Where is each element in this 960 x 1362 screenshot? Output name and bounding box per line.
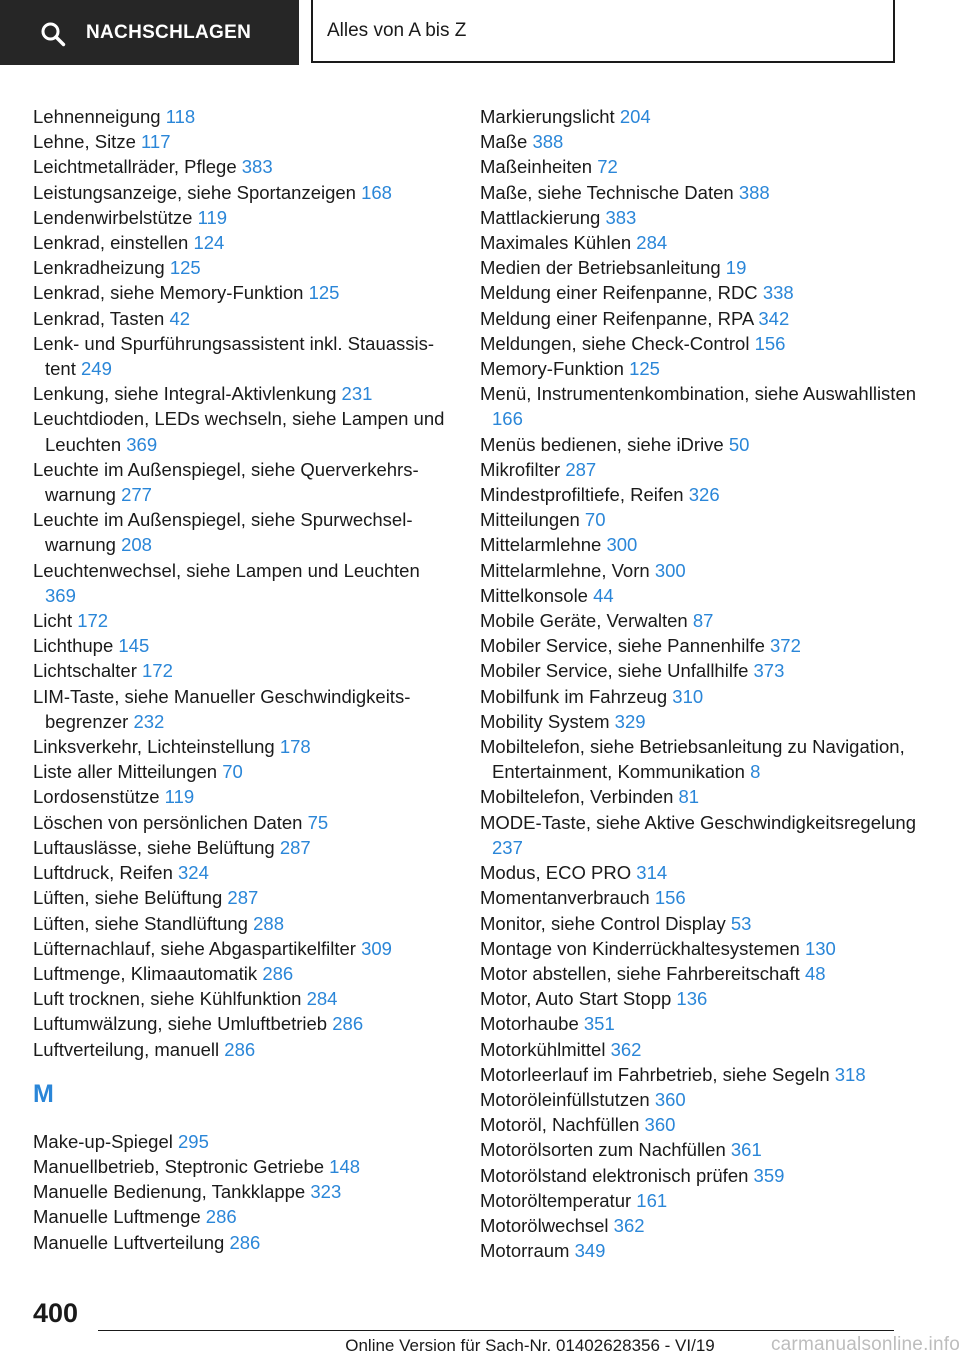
- entry-term: Leuchtdioden, LEDs wechseln, siehe Lampen und Leuchten: [33, 408, 445, 455]
- page-header: [0, 0, 960, 66]
- entry-page-link[interactable]: 359: [753, 1164, 785, 1186]
- index-entry: [480, 734, 920, 784]
- entry-term: Motor abstellen, siehe Fahrbereitschaft: [480, 962, 800, 984]
- index-entry: [480, 684, 920, 709]
- entry-term: Luftumwälzung, siehe Umluftbetrieb: [33, 1013, 328, 1035]
- index-entry: [480, 381, 920, 431]
- index-list-l: [33, 104, 453, 1062]
- index-entry: [33, 255, 453, 280]
- entry-term: Monitor, siehe Control Display: [480, 912, 726, 934]
- entry-page-link[interactable]: 300: [654, 559, 686, 581]
- entry-term: Luftdruck, Reifen: [33, 862, 173, 884]
- title-tab[interactable]: [311, 0, 895, 63]
- entry-page-link[interactable]: 70: [584, 509, 606, 531]
- entry-page-link[interactable]: 388: [738, 181, 770, 203]
- index-entry: [33, 658, 453, 683]
- letter-heading: M: [33, 1079, 54, 1108]
- index-entry: [480, 784, 920, 809]
- entry-page-link[interactable]: 383: [605, 206, 637, 228]
- entry-term: Meldung einer Reifenpanne, RPA: [480, 307, 754, 329]
- entry-term: LIM-Taste, siehe Manueller Geschwindigkeitsbegrenzer: [33, 685, 411, 732]
- entry-page-link[interactable]: 369: [126, 433, 158, 455]
- entry-term: Luftverteilung, manuell: [33, 1038, 220, 1060]
- entry-term: Lenkrad, siehe Memory-Funktion: [33, 282, 304, 304]
- index-entry: [480, 860, 920, 885]
- entry-term: Lüften, siehe Belüftung: [33, 887, 223, 909]
- entry-term: Mittelkonsole: [480, 584, 588, 606]
- index-entry: [480, 1087, 920, 1112]
- index-entry: [33, 104, 453, 129]
- index-entry: [33, 986, 453, 1011]
- entry-page-link[interactable]: 124: [193, 232, 225, 254]
- index-entry: [480, 1163, 920, 1188]
- entry-term: Mobiltelefon, Verbinden: [480, 786, 674, 808]
- index-entry: [480, 507, 920, 532]
- index-column-right: [480, 104, 920, 1263]
- index-entry: [480, 280, 920, 305]
- entry-term: Lenkung, siehe Integral-Aktivlenkung: [33, 383, 337, 405]
- section-tab[interactable]: [0, 0, 299, 65]
- entry-term: Lichthupe: [33, 635, 114, 657]
- entry-page-link[interactable]: 286: [229, 1231, 261, 1253]
- index-entry: [480, 154, 920, 179]
- index-entry: [480, 1062, 920, 1087]
- entry-term: Motorölstand elektronisch prüfen: [480, 1164, 749, 1186]
- entry-page-link[interactable]: 161: [636, 1189, 668, 1211]
- entry-term: Medien der Betriebsanleitung: [480, 257, 721, 279]
- index-entry: [33, 1204, 453, 1229]
- entry-page-link[interactable]: 362: [610, 1038, 642, 1060]
- entry-term: Maße, siehe Technische Daten: [480, 181, 734, 203]
- entry-term: Lenkrad, Tasten: [33, 307, 165, 329]
- index-list-m-continued: [480, 104, 920, 1263]
- index-entry: [33, 306, 453, 331]
- index-entry: [480, 558, 920, 583]
- index-entry: [480, 608, 920, 633]
- entry-term: Lordosenstütze: [33, 786, 160, 808]
- entry-term: MODE-Taste, siehe Aktive Geschwindigkeitsregelung: [480, 811, 916, 833]
- entry-page-link[interactable]: 286: [262, 962, 294, 984]
- index-entry: [480, 205, 920, 230]
- index-entry: [480, 1037, 920, 1062]
- entry-page-link[interactable]: 117: [141, 131, 171, 153]
- index-entry: [33, 936, 453, 961]
- entry-term: Mindestprofiltiefe, Reifen: [480, 484, 684, 506]
- entry-term: Menü, Instrumentenkombination, siehe Auswahllisten: [480, 383, 917, 405]
- entry-term: Montage von Kinderrückhaltesystemen: [480, 937, 800, 959]
- index-entry: [33, 205, 453, 230]
- index-entry: [480, 1011, 920, 1036]
- entry-page-link[interactable]: 72: [597, 156, 618, 178]
- search-icon: [40, 21, 66, 47]
- entry-page-link[interactable]: 168: [361, 181, 392, 203]
- entry-page-link[interactable]: 284: [306, 988, 338, 1010]
- index-entry: [480, 885, 920, 910]
- index-entry: [480, 356, 920, 381]
- entry-page-link[interactable]: 342: [758, 307, 790, 329]
- entry-page-link[interactable]: 87: [692, 610, 714, 632]
- entry-term: Motor, Auto Start Stopp: [480, 988, 672, 1010]
- entry-page-link[interactable]: 383: [241, 156, 273, 178]
- index-entry: [480, 180, 920, 205]
- index-entry: [33, 381, 453, 406]
- entry-term: Lichtschalter: [33, 660, 137, 682]
- entry-page-link[interactable]: 323: [310, 1181, 342, 1203]
- index-entry: [33, 835, 453, 860]
- entry-term: Motorölwechsel: [480, 1214, 609, 1236]
- entry-page-link[interactable]: 204: [619, 106, 651, 127]
- index-entry: [33, 1154, 453, 1179]
- footer-divider: [98, 1330, 894, 1331]
- entry-term: Liste aller Mitteilungen: [33, 761, 218, 783]
- footer-text: Online Version für Sach-Nr. 01402628356 - VI/19: [345, 1336, 715, 1355]
- index-entry: [33, 1230, 453, 1255]
- index-entry: [33, 810, 453, 835]
- index-entry: [480, 633, 920, 658]
- entry-page-link[interactable]: 309: [361, 937, 392, 959]
- index-entry: [33, 911, 453, 936]
- entry-page-link[interactable]: 388: [532, 131, 564, 153]
- entry-term: Manuellbetrieb, Steptronic Getriebe: [33, 1155, 325, 1177]
- index-entry: [33, 784, 453, 809]
- entry-page-link[interactable]: 338: [762, 282, 794, 304]
- entry-page-link[interactable]: 125: [169, 257, 201, 279]
- entry-page-link[interactable]: 44: [593, 584, 614, 606]
- entry-page-link[interactable]: 172: [77, 610, 109, 632]
- index-entry: [480, 1188, 920, 1213]
- index-entry: [480, 709, 920, 734]
- index-entry: [480, 306, 920, 331]
- entry-term: Mattlackierung: [480, 206, 601, 228]
- index-list-m: [33, 1129, 453, 1255]
- index-entry: [480, 482, 920, 507]
- entry-term: Leuchte im Außenspiegel, siehe Spurwechselwarnung: [33, 509, 413, 556]
- index-entry: [33, 1129, 453, 1154]
- entry-term: Motorkühlmittel: [480, 1038, 606, 1060]
- entry-page-link[interactable]: 287: [227, 887, 259, 909]
- entry-term: Maßeinheiten: [480, 156, 593, 178]
- entry-term: Leuchtenwechsel, siehe Lampen und Leuchten: [33, 559, 420, 581]
- entry-page-link[interactable]: 361: [730, 1139, 762, 1161]
- entry-term: Lehnenneigung: [33, 106, 161, 127]
- index-entry: [480, 255, 920, 280]
- entry-term: Mobility System: [480, 710, 610, 732]
- entry-term: Lüfternachlauf, siehe Abgaspartikelfilter: [33, 937, 356, 959]
- index-entry: [33, 457, 453, 507]
- index-entry: [33, 1011, 453, 1036]
- entry-page-link[interactable]: 295: [178, 1130, 209, 1152]
- entry-page-link[interactable]: 156: [754, 332, 786, 354]
- entry-page-link[interactable]: 48: [804, 962, 826, 984]
- entry-term: Meldung einer Reifenpanne, RDC: [480, 282, 758, 304]
- index-entry: [480, 129, 920, 154]
- index-entry: [480, 583, 920, 608]
- entry-term: Luft trocknen, siehe Kühlfunktion: [33, 988, 302, 1010]
- entry-term: Menüs bedienen, siehe iDrive: [480, 433, 724, 455]
- index-entry: [480, 961, 920, 986]
- index-entry: [33, 507, 453, 557]
- entry-page-link[interactable]: 119: [164, 786, 195, 808]
- entry-page-link[interactable]: 81: [678, 786, 700, 808]
- index-entry: [33, 860, 453, 885]
- entry-page-link[interactable]: 373: [753, 660, 785, 682]
- entry-page-link[interactable]: 288: [253, 912, 284, 934]
- entry-term: Maximales Kühlen: [480, 232, 632, 254]
- entry-term: Mobilfunk im Fahrzeug: [480, 685, 668, 707]
- entry-page-link[interactable]: 118: [165, 106, 196, 127]
- title-tab-label: Alles von A bis Z: [327, 20, 467, 41]
- entry-term: Modus, ECO PRO: [480, 862, 632, 884]
- entry-term: Löschen von persönlichen Daten: [33, 811, 303, 833]
- entry-term: Meldungen, siehe Check-Control: [480, 332, 750, 354]
- entry-page-link[interactable]: 318: [834, 1063, 866, 1085]
- index-entry: [33, 154, 453, 179]
- page-number: 400: [33, 1298, 79, 1328]
- entry-page-link[interactable]: 232: [133, 710, 165, 732]
- index-entry: [480, 986, 920, 1011]
- section-tab-label: NACHSCHLAGEN: [86, 22, 252, 43]
- entry-term: Maße: [480, 131, 528, 153]
- index-entry: [33, 885, 453, 910]
- entry-page-link[interactable]: 119: [197, 206, 228, 228]
- entry-page-link[interactable]: 360: [654, 1088, 686, 1110]
- entry-page-link[interactable]: 286: [224, 1038, 256, 1060]
- index-entry: [33, 759, 453, 784]
- entry-term: Mobile Geräte, Verwalten: [480, 610, 688, 632]
- entry-term: Lüften, siehe Standlüftung: [33, 912, 248, 934]
- entry-page-link[interactable]: 286: [205, 1206, 237, 1228]
- entry-page-link[interactable]: 324: [178, 862, 209, 884]
- entry-term: Memory-Funktion: [480, 358, 624, 380]
- entry-page-link[interactable]: 277: [121, 484, 152, 506]
- entry-term: Motoröltemperatur: [480, 1189, 632, 1211]
- entry-page-link[interactable]: 362: [613, 1214, 645, 1236]
- entry-page-link[interactable]: 287: [279, 836, 311, 858]
- index-entry: [480, 331, 920, 356]
- index-entry: [33, 331, 453, 381]
- index-entry: [33, 406, 453, 456]
- entry-page-link[interactable]: 172: [142, 660, 173, 682]
- entry-term: Motorölsorten zum Nachfüllen: [480, 1139, 726, 1161]
- entry-term: Motorhaube: [480, 1013, 579, 1035]
- index-entry: [33, 129, 453, 154]
- entry-page-link[interactable]: 75: [307, 811, 329, 833]
- index-entry: [33, 684, 453, 734]
- index-entry: [480, 104, 920, 129]
- entry-term: Manuelle Bedienung, Tankklappe: [33, 1181, 306, 1203]
- entry-page-link[interactable]: 329: [614, 710, 646, 732]
- entry-page-link[interactable]: 310: [672, 685, 704, 707]
- entry-page-link[interactable]: 369: [45, 584, 76, 606]
- entry-term: Lenk- und Spurführungsassistent inkl. Stauassistent: [33, 332, 435, 380]
- entry-page-link[interactable]: 145: [118, 635, 150, 657]
- index-entry: [33, 608, 453, 633]
- entry-page-link[interactable]: 372: [770, 635, 801, 657]
- entry-term: Mitteilungen: [480, 509, 580, 531]
- index-entry: [480, 810, 920, 860]
- entry-page-link[interactable]: 136: [676, 988, 708, 1010]
- entry-term: Leistungsanzeige, siehe Sportanzeigen: [33, 181, 356, 203]
- entry-page-link[interactable]: 351: [583, 1013, 615, 1035]
- entry-page-link[interactable]: 125: [308, 282, 340, 304]
- index-entry: [33, 1037, 453, 1062]
- entry-term: Mobiltelefon, siehe Betriebsanleitung zu Navigation, Entertainment, Kommunikation: [480, 736, 905, 783]
- index-entry: [480, 230, 920, 255]
- entry-page-link[interactable]: 314: [636, 862, 668, 884]
- entry-page-link[interactable]: 287: [565, 458, 597, 480]
- index-entry: [33, 1179, 453, 1204]
- entry-term: Luftmenge, Klimaautomatik: [33, 962, 258, 984]
- entry-page-link[interactable]: 178: [279, 736, 311, 758]
- entry-page-link[interactable]: 300: [606, 534, 638, 556]
- entry-term: Leuchte im Außenspiegel, siehe Querverkehrswarnung: [33, 458, 419, 506]
- entry-term: Manuelle Luftverteilung: [33, 1231, 225, 1253]
- index-entry: [33, 280, 453, 305]
- index-entry: [33, 180, 453, 205]
- entry-page-link[interactable]: 125: [629, 358, 660, 380]
- entry-page-link[interactable]: 50: [728, 433, 750, 455]
- entry-page-link[interactable]: 249: [81, 358, 112, 380]
- entry-term: Motorraum: [480, 1240, 570, 1262]
- index-entry: [33, 558, 453, 608]
- entry-term: Lenkradheizung: [33, 257, 165, 279]
- entry-term: Licht: [33, 610, 73, 632]
- entry-page-link[interactable]: 286: [332, 1013, 364, 1035]
- index-column-left: [33, 104, 453, 1255]
- index-entry: [33, 734, 453, 759]
- entry-term: Mittelarmlehne, Vorn: [480, 559, 650, 581]
- entry-term: Momentanverbrauch: [480, 887, 650, 909]
- index-entry: [480, 1213, 920, 1238]
- entry-page-link[interactable]: 156: [654, 887, 686, 909]
- entry-term: Lendenwirbelstütze: [33, 206, 193, 228]
- entry-term: Mobiler Service, siehe Unfallhilfe: [480, 660, 749, 682]
- entry-term: Motoröleinfüllstutzen: [480, 1088, 650, 1110]
- index-entry: [480, 658, 920, 683]
- entry-page-link[interactable]: 19: [725, 257, 747, 279]
- entry-term: Lehne, Sitze: [33, 131, 136, 153]
- entry-term: Markierungslicht: [480, 106, 615, 127]
- entry-term: Mikrofilter: [480, 458, 561, 480]
- index-entry: [480, 432, 920, 457]
- index-entry: [480, 911, 920, 936]
- index-entry: [480, 1112, 920, 1137]
- index-entry: [480, 457, 920, 482]
- entry-term: Manuelle Luftmenge: [33, 1206, 201, 1228]
- entry-term: Motorleerlauf im Fahrbetrieb, siehe Segeln: [480, 1063, 830, 1085]
- entry-term: Luftauslässe, siehe Belüftung: [33, 836, 275, 858]
- entry-page-link[interactable]: 231: [341, 383, 373, 405]
- index-entry: [33, 230, 453, 255]
- index-entry: [33, 961, 453, 986]
- entry-page-link[interactable]: 349: [574, 1240, 606, 1262]
- index-entry: [480, 532, 920, 557]
- entry-term: Make-up-Spiegel: [33, 1130, 173, 1152]
- entry-term: Motoröl, Nachfüllen: [480, 1114, 640, 1136]
- entry-page-link[interactable]: 53: [730, 912, 752, 934]
- entry-page-link[interactable]: 237: [492, 836, 523, 858]
- entry-page-link[interactable]: 42: [169, 307, 191, 329]
- entry-page-link[interactable]: 208: [121, 534, 152, 556]
- index-entry: [480, 936, 920, 961]
- entry-page-link[interactable]: 130: [804, 937, 836, 959]
- index-entry: [33, 633, 453, 658]
- entry-page-link[interactable]: 8: [750, 761, 761, 783]
- index-entry: [480, 1137, 920, 1162]
- entry-term: Mittelarmlehne: [480, 534, 602, 556]
- watermark: carmanualsonline.info: [770, 1334, 960, 1355]
- index-entry: [480, 1238, 920, 1263]
- entry-page-link[interactable]: 70: [222, 761, 243, 783]
- entry-page-link[interactable]: 360: [644, 1114, 676, 1136]
- entry-term: Lenkrad, einstellen: [33, 232, 189, 254]
- entry-page-link[interactable]: 148: [329, 1155, 361, 1177]
- entry-term: Mobiler Service, siehe Pannenhilfe: [480, 635, 765, 657]
- entry-page-link[interactable]: 284: [636, 232, 668, 254]
- entry-term: Linksverkehr, Lichteinstellung: [33, 736, 275, 758]
- entry-term: Leichtmetallräder, Pflege: [33, 156, 237, 178]
- entry-page-link[interactable]: 166: [492, 408, 523, 430]
- entry-page-link[interactable]: 326: [688, 484, 720, 506]
